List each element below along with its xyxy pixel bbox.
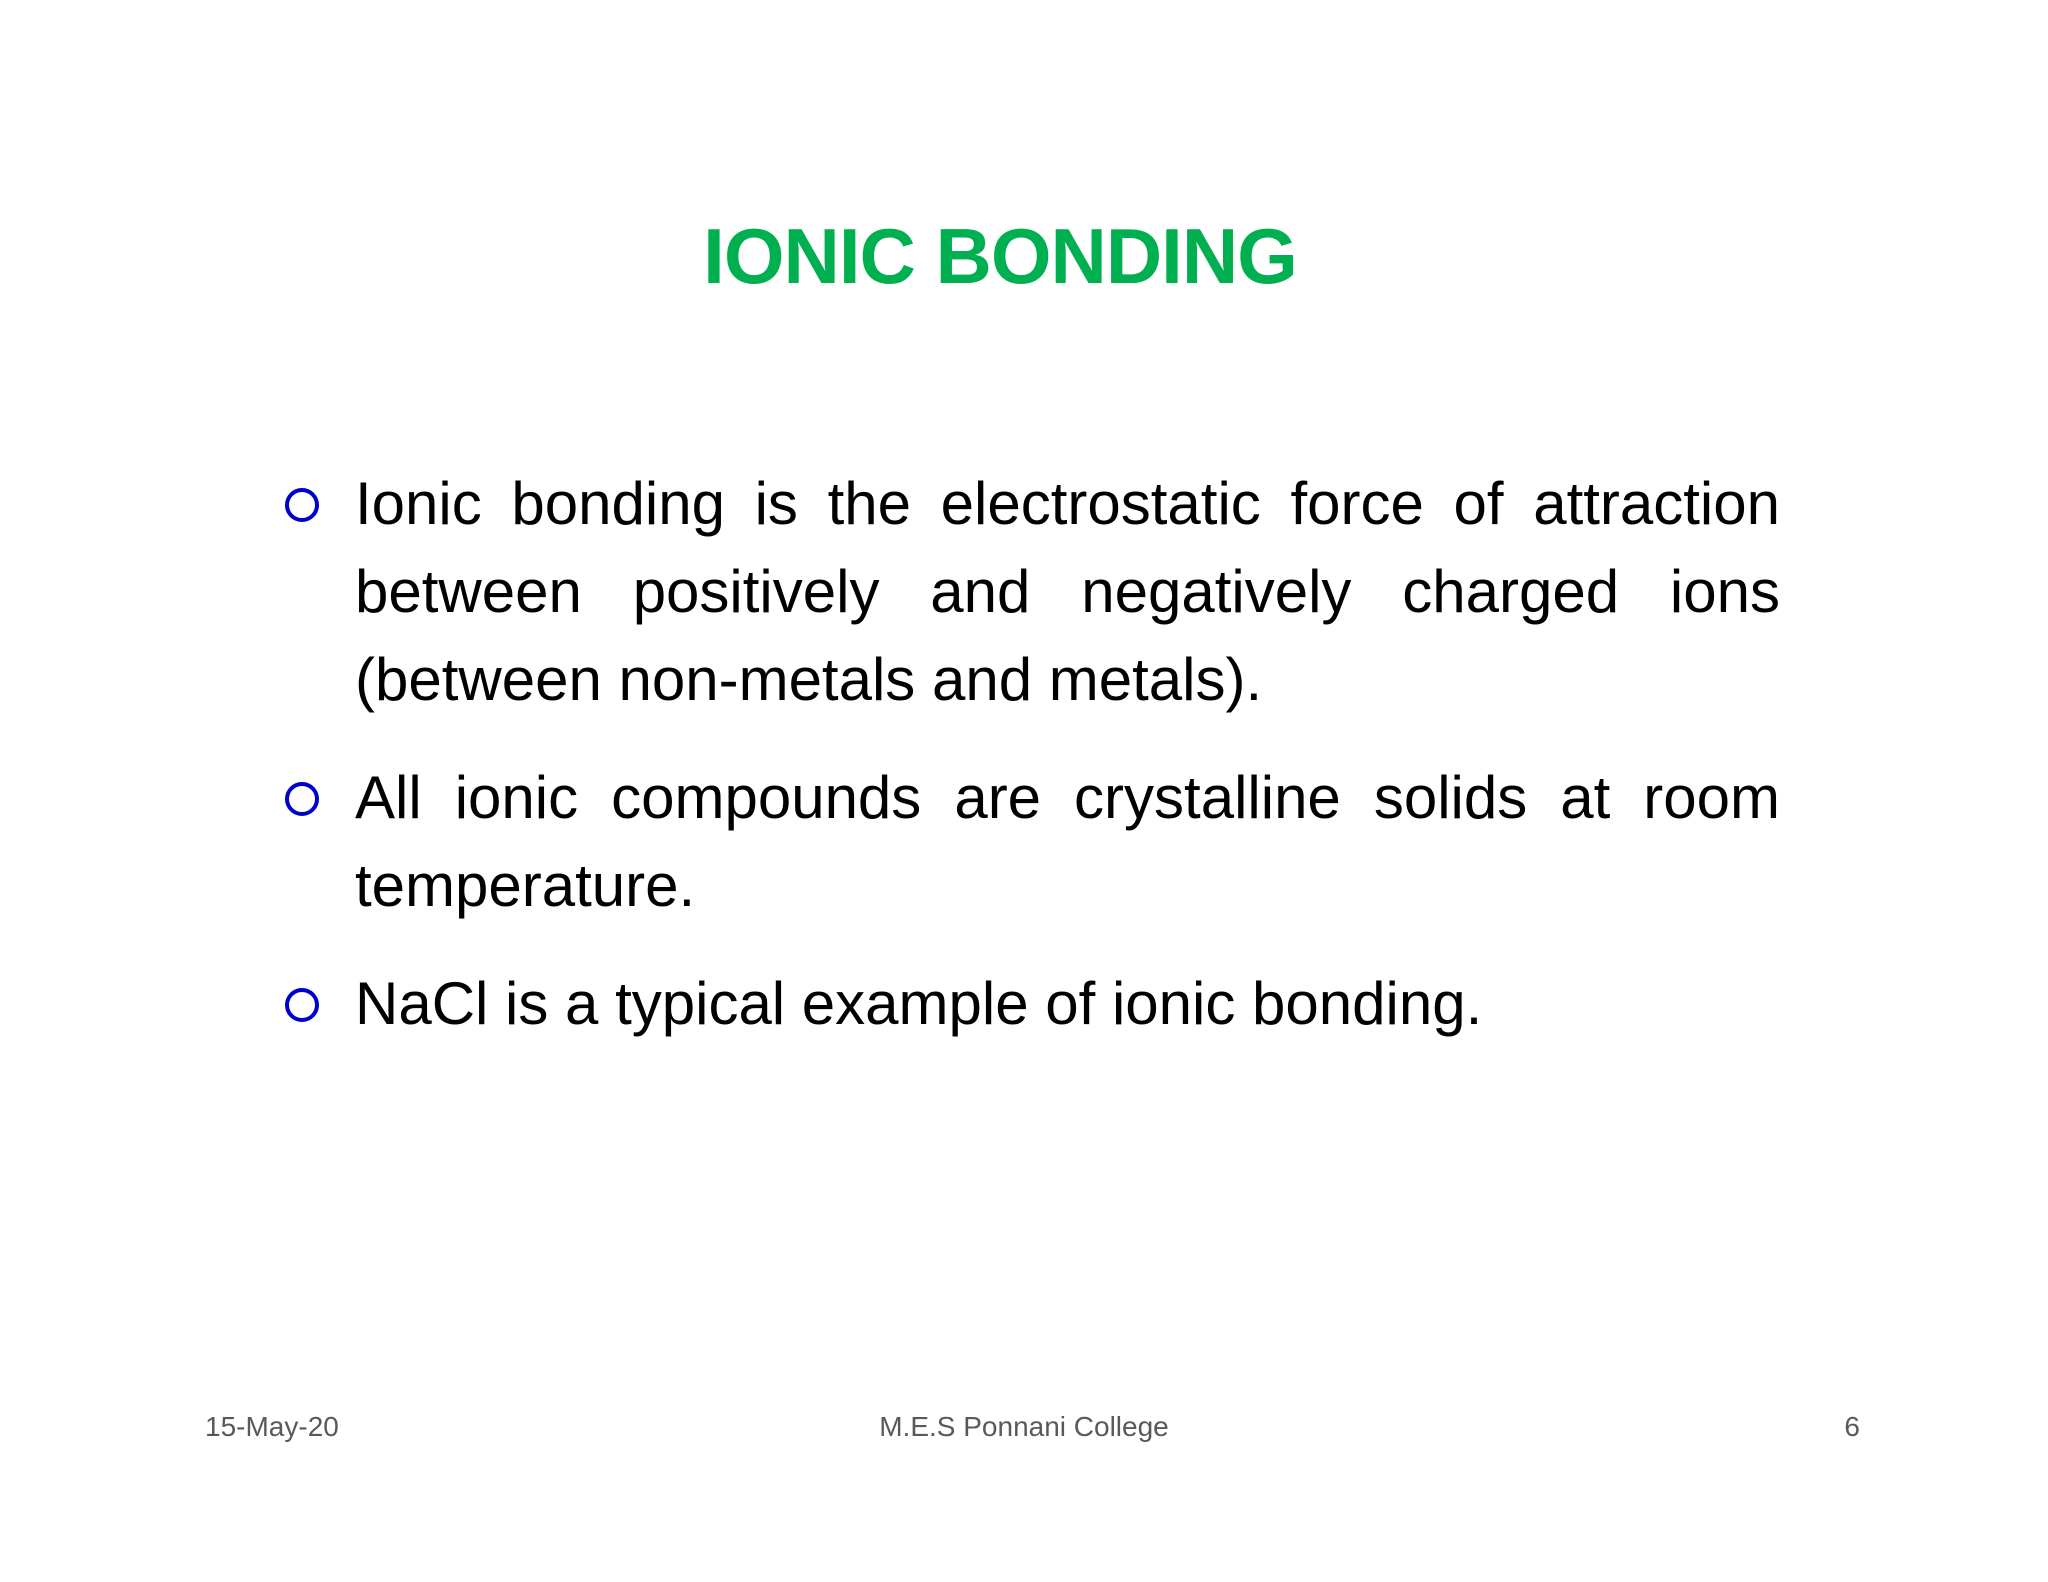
- circle-bullet-icon: [285, 988, 319, 1022]
- page-number: 6: [1844, 1411, 1860, 1442]
- circle-bullet-icon: [285, 488, 319, 522]
- bullet-text: NaCl is a typical example of ionic bonding.: [355, 970, 1483, 1037]
- bullet-text: All ionic compounds are crystalline solids at room temperature.: [355, 764, 1780, 919]
- list-item: [280, 754, 1780, 930]
- footer-institution: M.E.S Ponnani College: [879, 1411, 1169, 1442]
- list-item: [280, 460, 1780, 724]
- circle-bullet-icon: [285, 782, 319, 816]
- list-item: [280, 960, 1780, 1048]
- bullet-list: [280, 460, 1780, 1078]
- footer-date: 15-May-20: [205, 1411, 339, 1442]
- slide-title: IONIC BONDING: [703, 212, 1297, 300]
- bullet-text: Ionic bonding is the electrostatic force of attraction between positively and negatively charged ions (between non-metals and metals).: [355, 470, 1780, 713]
